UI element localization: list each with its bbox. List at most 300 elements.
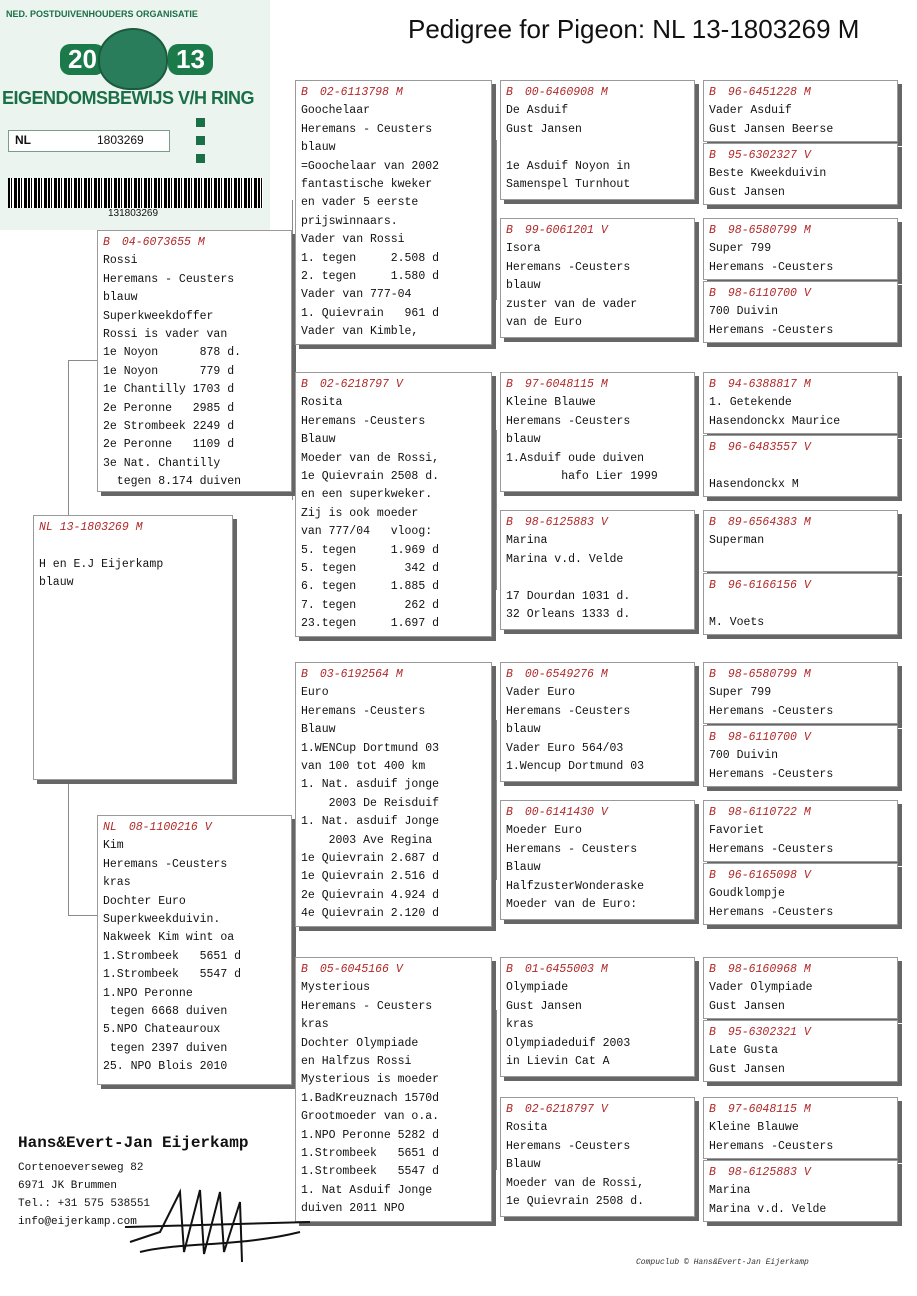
card-org-name: NED. POSTDUIVENHOUDERS ORGANISATIE [6,9,198,19]
sex-letter: B [709,516,716,529]
great-great-grandparent-card [703,662,898,724]
sex-letter: B [301,963,308,976]
pedigree-text-line: 1.Strombeek 5547 d [301,1165,440,1179]
owner-name: Hans&Evert-Jan Eijerkamp [18,1134,249,1152]
pedigree-text-line: Isora [506,242,541,256]
pedigree-text-line: prijswinnaars. [301,214,398,228]
ring-number: 99-6061201 V [524,224,608,237]
ring-number-header [709,867,892,885]
pedigree-text-line: en een superkweker. [301,488,433,502]
ring-number: 98-6125883 V [524,516,608,529]
sex-letter: B [506,86,513,99]
pedigree-text-line: Goudklompje [709,887,785,901]
pedigree-text-line: Heremans -Ceusters [506,414,631,428]
great-great-grandparent-card [703,957,898,1019]
pedigree-text-line: 1e Quievrain 2508 d. [506,1195,645,1209]
ring-number: 96-6165098 V [727,869,811,882]
great-grandparent-card [500,662,695,782]
ring-number: 94-6388817 M [727,378,811,391]
pedigree-text-line: Marina [506,534,548,548]
pedigree-text-line: 1. Getekende [709,396,792,410]
ring-number-header [709,376,892,394]
pedigree-text-line: 2003 De Reisduif [301,796,440,810]
pedigree-text-line: Heremans -Ceusters [709,905,834,919]
ring-number-header [103,819,286,837]
pedigree-text-line: Gust Jansen Beerse [709,122,834,136]
grandparent-card [295,372,492,637]
pedigree-text-line: 2. tegen 1.580 d [301,270,440,284]
pedigree-text-line: Mysterious is moeder [301,1073,440,1087]
ring-number-header [709,577,892,595]
ring-number: 03-6192564 M [319,668,403,681]
ring-number: 01-6455003 M [524,963,608,976]
great-great-grandparent-card [703,1160,898,1222]
page-title: Pedigree for Pigeon: NL 13-1803269 M [408,14,860,44]
pedigree-text-line: 1e Noyon 878 d. [103,346,242,360]
pedigree-text-line: Hasendonckx M [709,477,799,491]
pedigree-text-line: Superkweekduivin. [103,913,221,927]
pedigree-text-line: Vader Asduif [709,104,792,118]
pedigree-text-line: blauw [506,433,541,447]
pedigree-text-line: Gust Jansen [709,1062,785,1076]
pedigree-text-line: 2e Strombeek 2249 d [103,420,235,434]
connector-line [698,540,699,600]
ring-number: 98-6580799 M [727,668,811,681]
pedigree-text-line: Favoriet [709,824,765,838]
pedigree-text-line: 1. tegen 2.508 d [301,251,440,265]
pedigree-text-line: Heremans -Ceusters [709,842,834,856]
pedigree-text-line: Heremans -Ceusters [301,704,426,718]
pedigree-text-line: Heremans -Ceusters [103,857,228,871]
ring-number: 02-6113798 M [319,86,403,99]
pedigree-text-line: Blauw [301,723,336,737]
sex-letter: B [709,1166,716,1179]
card-year-right: 13 [168,44,213,75]
pedigree-text-line: 6. tegen 1.885 d [301,580,440,594]
sire-card [97,230,292,492]
sex-letter: B [709,869,716,882]
pedigree-text-line: 1. Nat. asduif Jonge [301,815,440,829]
connector-line [68,780,69,915]
connector-line [698,400,699,460]
sex-letter: B [709,224,716,237]
pedigree-text-line: =Goochelaar van 2002 [301,159,440,173]
sex-letter: B [709,86,716,99]
pedigree-text-line: Heremans - Ceusters [103,272,235,286]
ring-number: 00-6141430 V [524,806,608,819]
pedigree-text-line: 700 Duivin [709,305,779,319]
pedigree-text-line: 3e Nat. Chantilly [103,456,221,470]
pedigree-text-line: van 777/04 vloog: [301,525,433,539]
sex-letter: B [506,963,513,976]
great-great-grandparent-card [703,435,898,497]
pedigree-text-line: blauw [301,141,336,155]
lion-crest-icon [98,28,168,90]
connector-line [496,720,497,880]
pedigree-text-line: Heremans -Ceusters [506,260,631,274]
pedigree-text-line: 1. Quievrain 961 d [301,306,440,320]
great-great-grandparent-card [703,510,898,572]
ring-number-header [709,1024,892,1042]
ring-number-header [506,1101,689,1119]
grandparent-card [295,80,492,345]
pedigree-text-line: Marina [709,1184,751,1198]
connector-line [496,1010,497,1170]
sex-letter: B [506,224,513,237]
pedigree-text-line [39,537,227,555]
pedigree-text-line: 1e Quievrain 2.687 d [301,852,440,866]
pedigree-text-line: Rossi is vader van [103,328,228,342]
pedigree-text-line: Moeder van de Euro: [506,898,638,912]
ring-number-header [301,376,486,394]
dam-card [97,815,292,1085]
pedigree-text-line [709,551,892,569]
great-great-grandparent-card [703,1020,898,1082]
pedigree-text-line [709,457,892,475]
card-heading: EIGENDOMSBEWIJS V/H RING [2,88,255,108]
pedigree-text-line: 1e Chantilly 1703 d [103,383,235,397]
sex-letter: B [709,378,716,391]
great-great-grandparent-card [703,143,898,205]
pedigree-text-line: Superman [709,534,765,548]
pedigree-text-line: 2e Peronne 2985 d [103,401,235,415]
pedigree-text-line: Heremans -Ceusters [709,1139,834,1153]
sex-letter: B [506,516,513,529]
card-ring-field [8,130,170,152]
copyright: Compuclub © Hans&Evert-Jan Eijerkamp [636,1258,809,1267]
pedigree-text-line: en Halfzus Rossi [301,1055,412,1069]
pedigree-text-line: Blauw [301,433,336,447]
ring-number: 98-6110722 M [727,806,811,819]
pedigree-text-line: Heremans -Ceusters [709,260,834,274]
subject-pigeon-card [33,515,233,780]
pedigree-text-line: 1.Strombeek 5651 d [301,1147,440,1161]
pedigree-text-line: 32 Orleans 1333 d. [506,608,631,622]
signature-icon [120,1172,320,1272]
pedigree-text-line [506,139,689,157]
card-year-left: 20 [60,44,105,75]
card-mark-2 [196,136,258,148]
ring-number: 08-1100216 V [128,821,212,834]
pedigree-text-line: 7. tegen 262 d [301,598,440,612]
great-grandparent-card [500,510,695,630]
pedigree-text-line: Gust Jansen [506,999,582,1013]
sex-letter: B [301,378,308,391]
ring-number: 00-6549276 M [524,668,608,681]
pedigree-text-line: Superkweekdoffer [103,309,214,323]
sex-letter: B [506,378,513,391]
sex-letter: B [506,806,513,819]
great-grandparent-card [500,80,695,200]
pedigree-text-line: HalfzusterWonderaske [506,879,645,893]
connector-line [292,200,293,500]
connector-line [698,110,699,170]
ring-number-header [709,1101,892,1119]
connector-line [698,250,699,310]
ring-number-header [301,666,486,684]
pedigree-text-line: 25. NPO Blois 2010 [103,1060,228,1074]
pedigree-text-line: Zij is ook moeder [301,506,419,520]
owner-street: Cortenoeverseweg 82 [18,1162,144,1174]
card-mark-3 [196,154,258,166]
pedigree-text-line: Heremans -Ceusters [709,704,834,718]
ring-number-header [506,84,689,102]
ring-number-header [506,961,689,979]
ring-number: 98-6110700 V [727,731,811,744]
pedigree-text-line: Marina v.d. Velde [506,552,624,566]
pedigree-text-line: Vader van Kimble, [301,325,419,339]
connector-line [698,690,699,750]
ring-number-header [709,729,892,747]
pedigree-text-line: blauw [103,291,138,305]
pedigree-text-line: in Lievin Cat A [506,1055,610,1069]
pedigree-text-line: blauw [506,723,541,737]
pedigree-text-line: tegen 6668 duiven [103,1005,228,1019]
ring-number-header [506,222,689,240]
pedigree-text-line: van 100 tot 400 km [301,760,426,774]
sex-letter: B [709,149,716,162]
ring-number-header [103,234,286,252]
great-great-grandparent-card [703,218,898,280]
great-grandparent-card [500,957,695,1077]
ring-number-header [709,439,892,457]
pedigree-text-line: Heremans -Ceusters [709,323,834,337]
connector-line [698,985,699,1045]
connector-line [496,430,497,590]
pedigree-text-line: Vader Euro 564/03 [506,741,624,755]
pedigree-text-line: Dochter Euro [103,894,186,908]
pedigree-text-line: Moeder Euro [506,824,582,838]
pedigree-text-line: Gust Jansen [709,185,785,199]
ring-number-header [506,376,689,394]
connector-line [292,880,293,1080]
pedigree-text-line: 1e Asduif Noyon in [506,159,631,173]
pedigree-text-line: van de Euro [506,316,582,330]
great-great-grandparent-card [703,281,898,343]
great-grandparent-card [500,800,695,920]
connector-line [496,140,497,300]
pedigree-text-line: en vader 5 eerste [301,196,419,210]
pedigree-text-line: fantastische kweker [301,178,433,192]
ring-number: NL 13-1803269 M [39,521,143,534]
pedigree-text-line: 1.Strombeek 5651 d [103,949,242,963]
pedigree-text-line: 1.WENCup Dortmund 03 [301,741,440,755]
great-great-grandparent-card [703,573,898,635]
pedigree-text-line: Olympiade [506,981,569,995]
great-grandparent-card [500,1097,695,1217]
pedigree-text-line: blauw [506,279,541,293]
ring-number-header [301,84,486,102]
pedigree-text-line: Beste Kweekduivin [709,167,827,181]
pedigree-text-line: Heremans -Ceusters [709,767,834,781]
pedigree-text-line: Nakweek Kim wint oa [103,931,235,945]
grandparent-card [295,957,492,1222]
ring-number-header [709,666,892,684]
ring-ownership-card [0,0,270,230]
pedigree-text-line: blauw [39,576,74,590]
sex-letter: B [709,806,716,819]
pedigree-text-line: 1.Strombeek 5547 d [103,968,242,982]
pedigree-text-line: Rossi [103,254,138,268]
barcode [8,178,263,208]
pedigree-text-line: Marina v.d. Velde [709,1202,827,1216]
pedigree-text-line: Heremans - Ceusters [301,122,433,136]
pedigree-text-line: Olympiadeduif 2003 [506,1036,631,1050]
pedigree-text-line: Heremans -Ceusters [506,1139,631,1153]
ring-number: 98-6110700 V [727,287,811,300]
sex-letter: NL [103,821,117,834]
ring-number: 04-6073655 M [121,236,205,249]
ring-number-header [39,519,227,537]
card-country: NL [15,133,31,147]
pedigree-text-line: zuster van de vader [506,297,638,311]
pedigree-text-line: Samenspel Turnhout [506,178,631,192]
grandparent-card [295,662,492,927]
pedigree-text-line: Vader van 777-04 [301,288,412,302]
ring-number: 02-6218797 V [319,378,403,391]
ring-number: 97-6048115 M [524,378,608,391]
pedigree-text-line: kras [506,1018,534,1032]
great-grandparent-card [500,218,695,338]
ring-number: 98-6125883 V [727,1166,811,1179]
sex-letter: B [709,287,716,300]
pedigree-text-line: Kleine Blauwe [506,396,596,410]
ring-number-header [709,514,892,532]
connector-line [68,360,97,361]
pedigree-text-line: Hasendonckx Maurice [709,414,841,428]
ring-number: 98-6160968 M [727,963,811,976]
ring-number: 95-6302321 V [727,1026,811,1039]
pedigree-text-line: Super 799 [709,242,772,256]
pedigree-text-line: 1.Asduif oude duiven [506,451,645,465]
pedigree-text-line: 1e Noyon 779 d [103,364,235,378]
owner-city: 6971 JK Brummen [18,1180,118,1192]
card-ring-number: 1803269 [97,133,144,147]
pedigree-text-line: 1e Quievrain 2.516 d [301,870,440,884]
great-great-grandparent-card [703,372,898,434]
pedigree-text-line: Late Gusta [709,1044,779,1058]
pedigree-text-line: 2e Peronne 1109 d [103,438,235,452]
sex-letter: B [709,668,716,681]
connector-line [698,1125,699,1185]
ring-number-header [301,961,486,979]
connector-line [698,830,699,890]
pedigree-text-line: duiven 2011 NPO [301,1202,405,1216]
pedigree-text-line: Mysterious [301,981,371,995]
pedigree-text-line: kras [301,1018,329,1032]
pedigree-text-line: Heremans - Ceusters [301,999,433,1013]
pedigree-text-line: Rosita [506,1121,548,1135]
ring-number-header [709,84,892,102]
pedigree-text-line: tegen 8.174 duiven [103,475,242,489]
ring-number: 95-6302327 V [727,149,811,162]
ring-number: 97-6048115 M [727,1103,811,1116]
pedigree-text-line: Super 799 [709,686,772,700]
pedigree-text-line: 1e Quievrain 2508 d. [301,470,440,484]
ring-number-header [709,222,892,240]
pedigree-text-line: Heremans -Ceusters [506,704,631,718]
ring-number-header [709,1164,892,1182]
ring-number-header [709,285,892,303]
ring-number: 05-6045166 V [319,963,403,976]
ring-number: 96-6483557 V [727,441,811,454]
pedigree-text-line: De Asduif [506,104,569,118]
ring-number-header [506,666,689,684]
pedigree-text-line: Kim [103,839,124,853]
pedigree-text-line: hafo Lier 1999 [506,470,658,484]
pedigree-text-line: 5.NPO Chateauroux [103,1023,221,1037]
sex-letter: B [506,668,513,681]
ring-number: 98-6580799 M [727,224,811,237]
card-mark-1 [196,118,258,130]
ring-number: 89-6564383 M [727,516,811,529]
great-great-grandparent-card [703,800,898,862]
sex-letter: B [709,731,716,744]
connector-line [68,360,69,515]
sex-letter: B [709,963,716,976]
sex-letter: B [709,1103,716,1116]
great-great-grandparent-card [703,1097,898,1159]
great-great-grandparent-card [703,863,898,925]
pedigree-text-line [506,569,689,587]
sex-letter: B [709,579,716,592]
pedigree-text-line: Vader Olympiade [709,981,813,995]
pedigree-text-line: Heremans -Ceusters [301,414,426,428]
pedigree-text-line: Moeder van de Rossi, [506,1176,645,1190]
ring-number-header [709,804,892,822]
sex-letter: B [506,1103,513,1116]
pedigree-text-line [709,595,892,613]
pedigree-text-line: Gust Jansen [709,999,785,1013]
sex-letter: B [103,236,110,249]
ring-number: 96-6451228 M [727,86,811,99]
pedigree-text-line: H en E.J Eijerkamp [39,557,164,571]
pedigree-text-line: 1. Nat Asduif Jonge [301,1183,433,1197]
pedigree-text-line: Goochelaar [301,104,371,118]
pedigree-text-line: Grootmoeder van o.a. [301,1110,440,1124]
pedigree-text-line: 5. tegen 342 d [301,562,440,576]
pedigree-text-line: Euro [301,686,329,700]
pedigree-text-line: 1.NPO Peronne 5282 d [301,1128,440,1142]
pedigree-text-line: 2e Quievrain 4.924 d [301,888,440,902]
pedigree-text-line: 1. Nat. asduif jonge [301,778,440,792]
great-great-grandparent-card [703,80,898,142]
sex-letter: B [301,668,308,681]
pedigree-text-line: 4e Quievrain 2.120 d [301,907,440,921]
pedigree-text-line: 2003 Ave Regina [301,833,433,847]
pedigree-text-line: 700 Duivin [709,749,779,763]
pedigree-text-line: M. Voets [709,615,765,629]
pedigree-text-line: Blauw [506,1158,541,1172]
sex-letter: B [301,86,308,99]
pedigree-text-line: 1.Wencup Dortmund 03 [506,760,645,774]
pedigree-text-line: 17 Dourdan 1031 d. [506,589,631,603]
owner-phone: Tel.: +31 575 538551 [18,1198,151,1210]
pedigree-text-line: Vader Euro [506,686,576,700]
ring-number-header [506,804,689,822]
great-great-grandparent-card [703,725,898,787]
pedigree-text-line: Dochter Olympiade [301,1036,419,1050]
pedigree-text-line: Rosita [301,396,343,410]
pedigree-text-line: 23.tegen 1.697 d [301,617,440,631]
pedigree-text-line: 1.NPO Peronne [103,986,193,1000]
owner-email[interactable]: info@eijerkamp.com [18,1216,137,1228]
pedigree-text-line: tegen 2397 duiven [103,1041,228,1055]
ring-number: 96-6166156 V [727,579,811,592]
pedigree-text-line: Heremans - Ceusters [506,842,638,856]
pedigree-text-line: 5. tegen 1.969 d [301,543,440,557]
pedigree-text-line: Gust Jansen [506,122,582,136]
